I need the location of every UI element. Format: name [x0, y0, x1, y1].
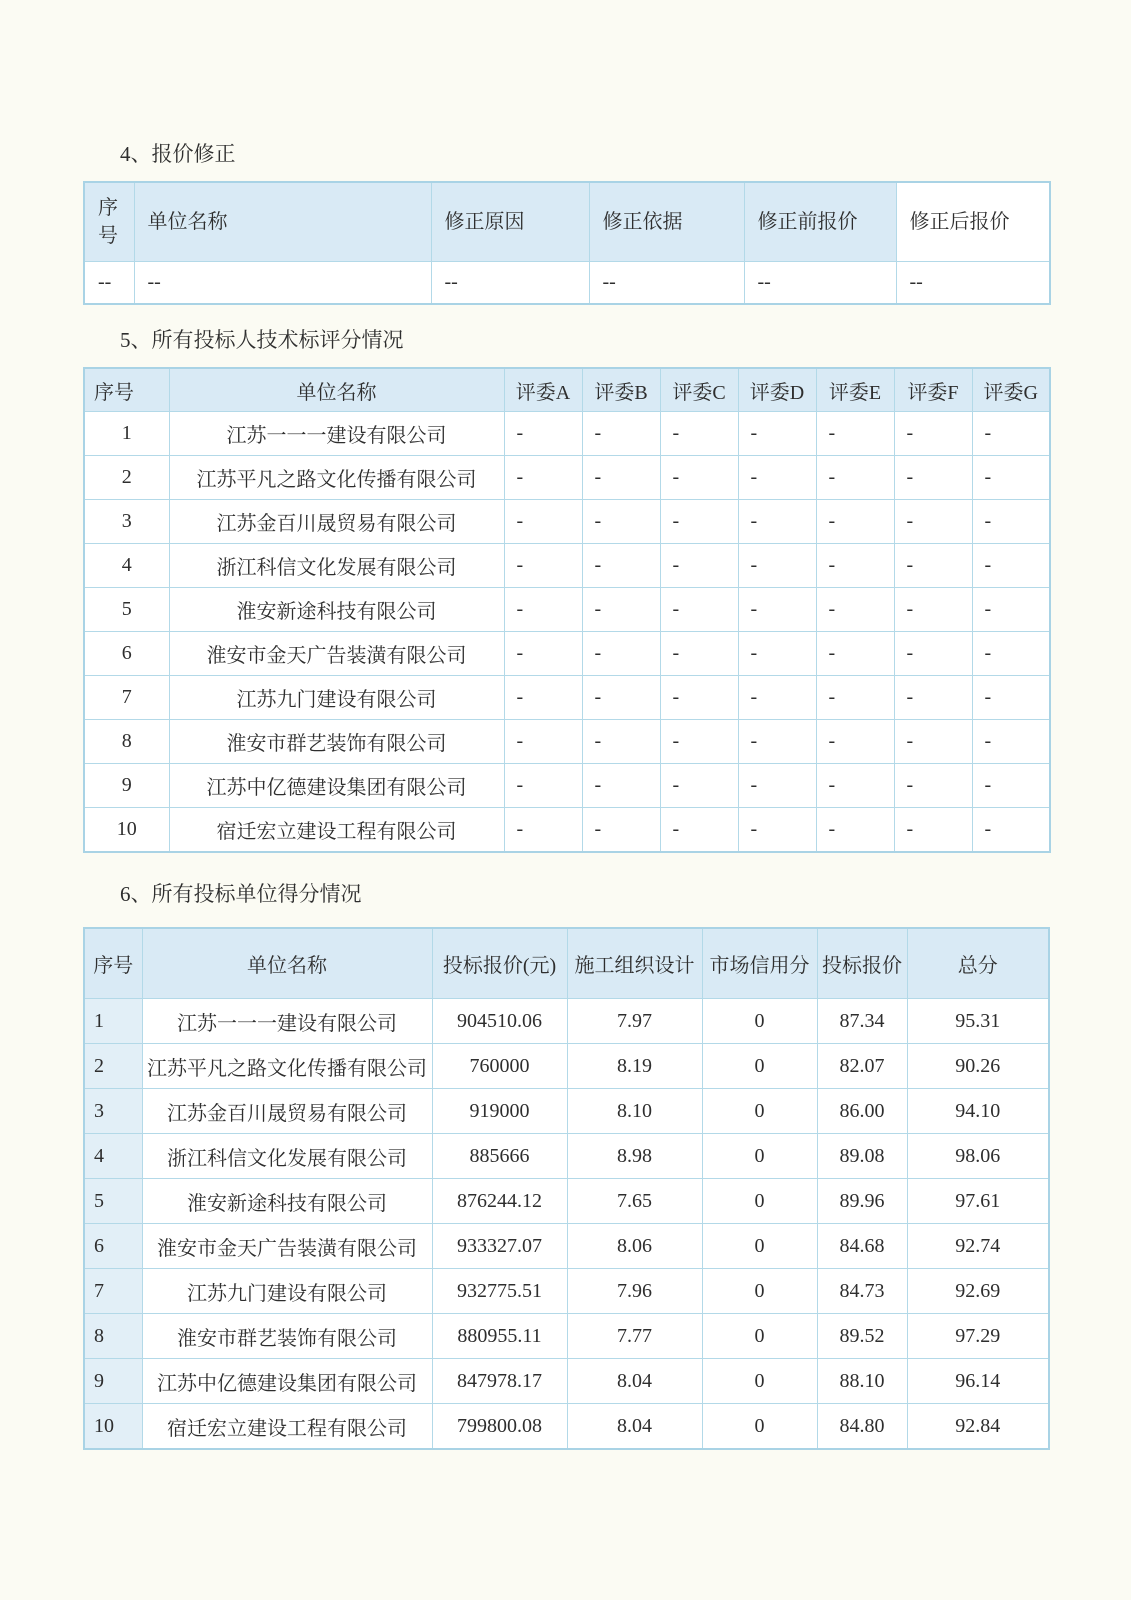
seq-cell: 9: [84, 1359, 142, 1404]
judge-g-score-cell: -: [972, 808, 1050, 853]
column-header-judge-f: 评委F: [894, 368, 972, 412]
company-cell: 淮安市金天广告装潢有限公司: [169, 632, 504, 676]
company-cell: 宿迁宏立建设工程有限公司: [169, 808, 504, 853]
market-credit-cell: 0: [702, 1179, 817, 1224]
judge-d-score-cell: -: [738, 808, 816, 853]
price-correction-table-body: [84, 262, 1050, 305]
total-score-cell: 95.31: [907, 999, 1049, 1044]
company-cell: 淮安新途科技有限公司: [169, 588, 504, 632]
construction-design-cell: 7.97: [567, 999, 702, 1044]
seq-cell: 9: [84, 764, 169, 808]
column-header-seq: 序号: [84, 182, 134, 262]
judge-d-score-cell: -: [738, 412, 816, 456]
price-score-cell: 87.34: [817, 999, 907, 1044]
bid-price-cell: 885666: [432, 1134, 567, 1179]
judge-a-score-cell: -: [504, 456, 582, 500]
judge-f-score-cell: -: [894, 412, 972, 456]
seq-cell: 8: [84, 1314, 142, 1359]
judge-g-score-cell: -: [972, 544, 1050, 588]
total-score-table-body: [84, 999, 1049, 1450]
company-cell: 浙江科信文化发展有限公司: [142, 1134, 432, 1179]
construction-design-cell: 7.77: [567, 1314, 702, 1359]
judge-g-score-cell: -: [972, 720, 1050, 764]
company-cell: 淮安新途科技有限公司: [142, 1179, 432, 1224]
judge-c-score-cell: -: [660, 720, 738, 764]
judge-e-score-cell: -: [816, 588, 894, 632]
column-header-basis: 修正依据: [589, 182, 744, 262]
table-row: [84, 1314, 1049, 1359]
price-score-cell: 84.68: [817, 1224, 907, 1269]
table-row: [84, 632, 1050, 676]
company-cell: 淮安市群艺装饰有限公司: [142, 1314, 432, 1359]
total-score-cell: 92.69: [907, 1269, 1049, 1314]
company-cell: 江苏一一一建设有限公司: [142, 999, 432, 1044]
total-score-cell: 97.29: [907, 1314, 1049, 1359]
company-cell: 江苏平凡之路文化传播有限公司: [169, 456, 504, 500]
construction-design-cell: 8.04: [567, 1359, 702, 1404]
construction-design-cell: 8.04: [567, 1404, 702, 1450]
table-row: [84, 676, 1050, 720]
column-header-construction-design: 施工组织设计: [567, 928, 702, 999]
technical-score-table-body: [84, 412, 1050, 853]
table-row: [84, 500, 1050, 544]
market-credit-cell: 0: [702, 1044, 817, 1089]
market-credit-cell: 0: [702, 1404, 817, 1450]
judge-a-score-cell: -: [504, 720, 582, 764]
judge-b-score-cell: -: [582, 456, 660, 500]
market-credit-cell: 0: [702, 1089, 817, 1134]
judge-b-score-cell: -: [582, 632, 660, 676]
construction-design-cell: 8.10: [567, 1089, 702, 1134]
judge-e-score-cell: -: [816, 720, 894, 764]
construction-design-cell: 8.06: [567, 1224, 702, 1269]
price-score-cell: 86.00: [817, 1089, 907, 1134]
company-cell: 江苏中亿德建设集团有限公司: [142, 1359, 432, 1404]
document-content: [83, 0, 1049, 1450]
judge-g-score-cell: -: [972, 412, 1050, 456]
market-credit-cell: 0: [702, 1314, 817, 1359]
bid-price-cell: 919000: [432, 1089, 567, 1134]
judge-a-score-cell: -: [504, 588, 582, 632]
judge-e-score-cell: -: [816, 544, 894, 588]
company-cell: --: [134, 262, 431, 305]
column-header-judge-a: 评委A: [504, 368, 582, 412]
company-cell: 江苏金百川晟贸易有限公司: [169, 500, 504, 544]
judge-e-score-cell: -: [816, 412, 894, 456]
column-header-judge-c: 评委C: [660, 368, 738, 412]
judge-c-score-cell: -: [660, 412, 738, 456]
judge-a-score-cell: -: [504, 764, 582, 808]
table-row: [84, 1224, 1049, 1269]
header-row: [84, 182, 1050, 262]
bid-price-cell: 880955.11: [432, 1314, 567, 1359]
seq-cell: 5: [84, 1179, 142, 1224]
pre-price-cell: --: [744, 262, 896, 305]
technical-score-table: [83, 367, 1051, 853]
judge-c-score-cell: -: [660, 544, 738, 588]
judge-f-score-cell: -: [894, 500, 972, 544]
bid-price-cell: 876244.12: [432, 1179, 567, 1224]
judge-c-score-cell: -: [660, 808, 738, 853]
column-header-reason: 修正原因: [431, 182, 589, 262]
judge-e-score-cell: -: [816, 764, 894, 808]
price-score-cell: 89.08: [817, 1134, 907, 1179]
judge-c-score-cell: -: [660, 588, 738, 632]
judge-a-score-cell: -: [504, 412, 582, 456]
total-score-cell: 94.10: [907, 1089, 1049, 1134]
judge-g-score-cell: -: [972, 632, 1050, 676]
market-credit-cell: 0: [702, 1224, 817, 1269]
judge-a-score-cell: -: [504, 544, 582, 588]
column-header-judge-g: 评委G: [972, 368, 1050, 412]
seq-cell: 7: [84, 676, 169, 720]
company-cell: 淮安市群艺装饰有限公司: [169, 720, 504, 764]
construction-design-cell: 8.19: [567, 1044, 702, 1089]
price-score-cell: 84.80: [817, 1404, 907, 1450]
column-header-judge-d: 评委D: [738, 368, 816, 412]
seq-cell: 6: [84, 1224, 142, 1269]
judge-e-score-cell: -: [816, 808, 894, 853]
judge-f-score-cell: -: [894, 544, 972, 588]
judge-d-score-cell: -: [738, 588, 816, 632]
seq-cell: 3: [84, 500, 169, 544]
company-cell: 江苏一一一建设有限公司: [169, 412, 504, 456]
construction-design-cell: 8.98: [567, 1134, 702, 1179]
column-header-company: 单位名称: [134, 182, 431, 262]
column-header-market-credit: 市场信用分: [702, 928, 817, 999]
basis-cell: --: [589, 262, 744, 305]
table-row: [84, 764, 1050, 808]
table-row: [84, 1269, 1049, 1314]
company-cell: 浙江科信文化发展有限公司: [169, 544, 504, 588]
judge-c-score-cell: -: [660, 456, 738, 500]
company-cell: 江苏金百川晟贸易有限公司: [142, 1089, 432, 1134]
seq-cell: 2: [84, 1044, 142, 1089]
judge-a-score-cell: -: [504, 676, 582, 720]
column-header-company: 单位名称: [169, 368, 504, 412]
judge-d-score-cell: -: [738, 764, 816, 808]
table-row: [84, 1044, 1049, 1089]
judge-c-score-cell: -: [660, 632, 738, 676]
judge-b-score-cell: -: [582, 720, 660, 764]
section-title-total-scores: 6、所有投标单位得分情况: [120, 882, 362, 906]
seq-cell: --: [84, 262, 134, 305]
construction-design-cell: 7.96: [567, 1269, 702, 1314]
judge-b-score-cell: -: [582, 412, 660, 456]
seq-cell: 1: [84, 412, 169, 456]
price-score-cell: 89.52: [817, 1314, 907, 1359]
bid-price-cell: 760000: [432, 1044, 567, 1089]
judge-b-score-cell: -: [582, 676, 660, 720]
company-cell: 宿迁宏立建设工程有限公司: [142, 1404, 432, 1450]
seq-cell: 4: [84, 544, 169, 588]
column-header-seq: 序号: [84, 368, 169, 412]
table-row: [84, 412, 1050, 456]
table-row: [84, 588, 1050, 632]
judge-a-score-cell: -: [504, 500, 582, 544]
table-row: [84, 544, 1050, 588]
seq-cell: 1: [84, 999, 142, 1044]
table-row: [84, 262, 1050, 305]
seq-cell: 5: [84, 588, 169, 632]
total-score-cell: 92.84: [907, 1404, 1049, 1450]
market-credit-cell: 0: [702, 1359, 817, 1404]
table-row: [84, 1404, 1049, 1450]
column-header-seq: 序号: [84, 928, 142, 999]
company-cell: 江苏九门建设有限公司: [142, 1269, 432, 1314]
judge-c-score-cell: -: [660, 764, 738, 808]
judge-b-score-cell: -: [582, 808, 660, 853]
seq-cell: 7: [84, 1269, 142, 1314]
bid-price-cell: 847978.17: [432, 1359, 567, 1404]
table-row: [84, 1179, 1049, 1224]
judge-f-score-cell: -: [894, 588, 972, 632]
market-credit-cell: 0: [702, 1269, 817, 1314]
table-row: [84, 1089, 1049, 1134]
market-credit-cell: 0: [702, 1134, 817, 1179]
judge-d-score-cell: -: [738, 500, 816, 544]
seq-cell: 2: [84, 456, 169, 500]
column-header-price-score: 投标报价: [817, 928, 907, 999]
bid-price-cell: 799800.08: [432, 1404, 567, 1450]
bid-price-cell: 932775.51: [432, 1269, 567, 1314]
company-cell: 江苏平凡之路文化传播有限公司: [142, 1044, 432, 1089]
bid-price-cell: 933327.07: [432, 1224, 567, 1269]
seq-cell: 4: [84, 1134, 142, 1179]
section-title-technical-scores: 5、所有投标人技术标评分情况: [120, 328, 404, 352]
judge-f-score-cell: -: [894, 456, 972, 500]
column-header-pre-price: 修正前报价: [744, 182, 896, 262]
judge-f-score-cell: -: [894, 764, 972, 808]
total-score-table: [83, 927, 1050, 1450]
judge-g-score-cell: -: [972, 764, 1050, 808]
table-row: [84, 456, 1050, 500]
section-title-price-correction: 4、报价修正: [120, 142, 236, 166]
judge-b-score-cell: -: [582, 588, 660, 632]
judge-e-score-cell: -: [816, 632, 894, 676]
judge-d-score-cell: -: [738, 676, 816, 720]
bid-price-cell: 904510.06: [432, 999, 567, 1044]
table-row: [84, 999, 1049, 1044]
seq-cell: 6: [84, 632, 169, 676]
judge-f-score-cell: -: [894, 676, 972, 720]
seq-cell: 10: [84, 1404, 142, 1450]
column-header-judge-e: 评委E: [816, 368, 894, 412]
judge-b-score-cell: -: [582, 764, 660, 808]
column-header-company: 单位名称: [142, 928, 432, 999]
judge-f-score-cell: -: [894, 632, 972, 676]
judge-g-score-cell: -: [972, 676, 1050, 720]
price-score-cell: 89.96: [817, 1179, 907, 1224]
post-price-cell: --: [896, 262, 1050, 305]
price-score-cell: 88.10: [817, 1359, 907, 1404]
judge-a-score-cell: -: [504, 632, 582, 676]
total-score-cell: 96.14: [907, 1359, 1049, 1404]
judge-g-score-cell: -: [972, 500, 1050, 544]
judge-a-score-cell: -: [504, 808, 582, 853]
judge-b-score-cell: -: [582, 500, 660, 544]
price-score-cell: 82.07: [817, 1044, 907, 1089]
judge-e-score-cell: -: [816, 676, 894, 720]
table-row: [84, 1359, 1049, 1404]
judge-d-score-cell: -: [738, 544, 816, 588]
price-score-cell: 84.73: [817, 1269, 907, 1314]
judge-e-score-cell: -: [816, 456, 894, 500]
judge-c-score-cell: -: [660, 676, 738, 720]
judge-d-score-cell: -: [738, 456, 816, 500]
judge-d-score-cell: -: [738, 720, 816, 764]
judge-e-score-cell: -: [816, 500, 894, 544]
judge-g-score-cell: -: [972, 588, 1050, 632]
total-score-cell: 92.74: [907, 1224, 1049, 1269]
judge-d-score-cell: -: [738, 632, 816, 676]
price-correction-table: [83, 181, 1051, 305]
company-cell: 淮安市金天广告装潢有限公司: [142, 1224, 432, 1269]
header-row: [84, 928, 1049, 999]
total-score-cell: 97.61: [907, 1179, 1049, 1224]
judge-c-score-cell: -: [660, 500, 738, 544]
judge-f-score-cell: -: [894, 808, 972, 853]
table-row: [84, 1134, 1049, 1179]
seq-cell: 10: [84, 808, 169, 853]
construction-design-cell: 7.65: [567, 1179, 702, 1224]
total-score-cell: 98.06: [907, 1134, 1049, 1179]
column-header-judge-b: 评委B: [582, 368, 660, 412]
seq-cell: 3: [84, 1089, 142, 1134]
judge-g-score-cell: -: [972, 456, 1050, 500]
seq-cell: 8: [84, 720, 169, 764]
header-row: [84, 368, 1050, 412]
judge-b-score-cell: -: [582, 544, 660, 588]
market-credit-cell: 0: [702, 999, 817, 1044]
table-row: [84, 808, 1050, 853]
company-cell: 江苏中亿德建设集团有限公司: [169, 764, 504, 808]
judge-f-score-cell: -: [894, 720, 972, 764]
column-header-post-price: 修正后报价: [896, 182, 1050, 262]
column-header-bid-price: 投标报价(元): [432, 928, 567, 999]
reason-cell: --: [431, 262, 589, 305]
table-row: [84, 720, 1050, 764]
column-header-total-score: 总分: [907, 928, 1049, 999]
company-cell: 江苏九门建设有限公司: [169, 676, 504, 720]
total-score-cell: 90.26: [907, 1044, 1049, 1089]
